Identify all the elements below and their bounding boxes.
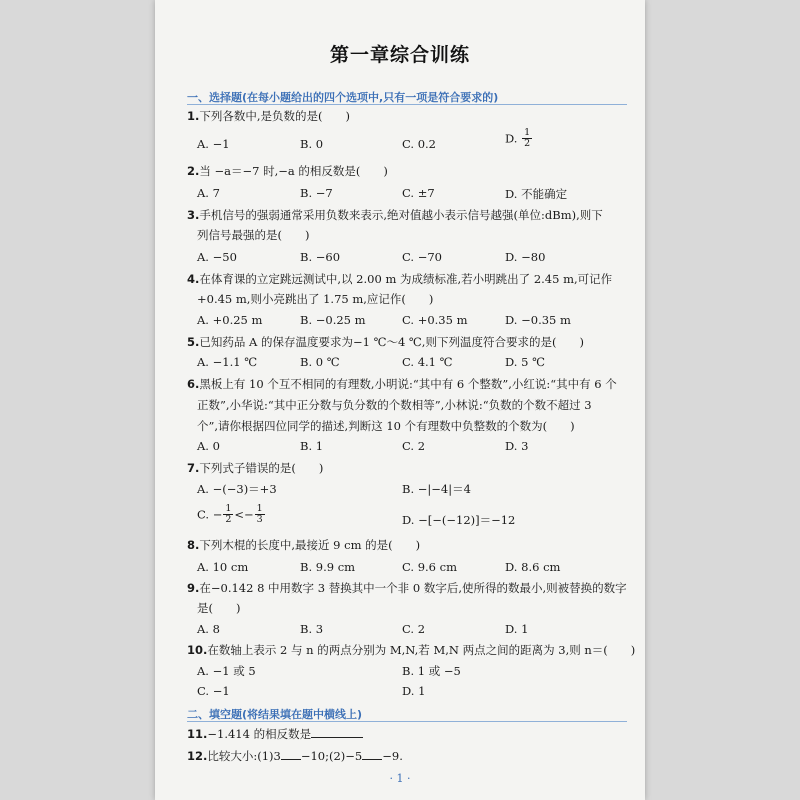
q6-option-a: A. 0 <box>197 439 220 453</box>
q7-option-c-fraction-2: $\frac{1}{3}$ <box>256 503 263 525</box>
q7-option-a: A. −(−3)＝+3 <box>197 482 277 496</box>
question-3: 3.手机信号的强弱通常采用负数来表示,绝对值越小表示信号越强(单位:dBm),则下 <box>187 208 603 222</box>
question-4-line-2: +0.45 m,则小亮跳出了 1.75 m,应记作( ) <box>197 292 434 306</box>
q9-option-c: C. 2 <box>402 622 426 636</box>
question-8: 8.下列木棍的长度中,最接近 9 cm 的是( ) <box>187 538 421 552</box>
question-2: 2.当 −a＝−7 时,−a 的相反数是( ) <box>187 164 388 178</box>
question-4: 4.在体育课的立定跳远测试中,以 2.00 m 为成绩标准,若小明跳出了 2.45 m,可记作 <box>187 272 613 286</box>
section-divider <box>187 104 627 105</box>
question-5: 5.已知药品 A 的保存温度要求为−1 ℃～4 ℃,则下列温度符合要求的是( ) <box>187 335 584 349</box>
q1-option-d: D. $\frac{1}{2}$ <box>505 127 531 149</box>
q4-option-c: C. +0.35 m <box>402 313 468 327</box>
question-1: 1.下列各数中,是负数的是( ) <box>187 109 351 123</box>
page-title: 第一章综合训练 <box>329 44 470 66</box>
q6-option-b: B. 1 <box>300 439 324 453</box>
section-header-choice: 一、选择题(在每小题给出的四个选项中,只有一项是符合要求的) <box>187 91 499 104</box>
q12-answer-blank-1[interactable] <box>281 748 301 760</box>
q1-option-d-fraction: $\frac{1}{2}$ <box>524 127 531 149</box>
q2-option-c: C. ±7 <box>402 186 435 200</box>
q9-option-a: A. 8 <box>197 622 220 636</box>
q11-answer-blank[interactable] <box>311 726 363 738</box>
q7-option-b: B. −|−4|＝4 <box>402 482 471 496</box>
q6-option-c: C. 2 <box>402 439 426 453</box>
question-6: 6.黑板上有 10 个互不相同的有理数,小明说:“其中有 6 个整数”,小红说:“其中有 6 个 <box>187 377 617 391</box>
question-6-line-3: 个”,请你根据四位同学的描述,判断这 10 个有理数中负整数的个数为( ) <box>197 419 575 433</box>
q10-option-b: B. 1 或 −5 <box>402 664 461 678</box>
q9-option-d: D. 1 <box>505 622 529 636</box>
q8-option-c: C. 9.6 cm <box>402 560 457 574</box>
q7-option-d: D. −[−(−12)]＝−12 <box>402 513 516 527</box>
question-9-line-2: 是( ) <box>197 601 241 615</box>
question-9: 9.在−0.142 8 中用数字 3 替换其中一个非 0 数字后,使所得的数最小,则被替换的数字 <box>187 581 627 595</box>
question-6-line-2: 正数”,小华说:“其中正分数与负分数的个数相等”,小林说:“负数的个数不超过 3 <box>197 398 592 412</box>
q8-option-b: B. 9.9 cm <box>300 560 356 574</box>
q8-option-d: D. 8.6 cm <box>505 560 561 574</box>
q3-option-b: B. −60 <box>300 250 341 264</box>
q3-option-a: A. −50 <box>197 250 237 264</box>
q5-option-a: A. −1.1 ℃ <box>197 355 258 369</box>
section-divider <box>187 721 627 722</box>
page-number: · 1 · <box>389 772 411 785</box>
q12-answer-blank-2[interactable] <box>362 748 382 760</box>
q10-option-d: D. 1 <box>402 684 426 698</box>
question-12: 12.比较大小:(1)3 −10;(2)−5 −9. <box>187 749 403 763</box>
q10-option-a: A. −1 或 5 <box>197 664 256 678</box>
q10-option-c: C. −1 <box>197 684 230 698</box>
q5-option-c: C. 4.1 ℃ <box>402 355 453 369</box>
q9-option-b: B. 3 <box>300 622 324 636</box>
q3-option-d: D. −80 <box>505 250 546 264</box>
q7-option-c: C. − $\frac{1}{2}$ <− $\frac{1}{3}$ <box>197 503 263 525</box>
section-header-fill: 二、填空题(将结果填在题中横线上) <box>187 708 363 721</box>
q1-option-c: C. 0.2 <box>402 137 436 151</box>
q3-option-c: C. −70 <box>402 250 442 264</box>
q5-option-d: D. 5 ℃ <box>505 355 545 369</box>
q1-option-a: A. −1 <box>197 137 230 151</box>
q4-option-d: D. −0.35 m <box>505 313 571 327</box>
question-11: 11.−1.414 的相反数是 <box>187 726 363 742</box>
document-page <box>155 0 645 800</box>
q7-option-c-fraction-1: $\frac{1}{2}$ <box>225 503 232 525</box>
q1-option-b: B. 0 <box>300 137 324 151</box>
question-7: 7.下列式子错误的是( ) <box>187 461 324 475</box>
q2-option-b: B. −7 <box>300 186 333 200</box>
q4-option-b: B. −0.25 m <box>300 313 366 327</box>
q2-option-d: D. 不能确定 <box>505 187 568 201</box>
question-10: 10.在数轴上表示 2 与 n 的两点分别为 M,N,若 M,N 两点之间的距离为 3,则 n＝( ) <box>187 643 636 657</box>
q8-option-a: A. 10 cm <box>197 560 249 574</box>
q5-option-b: B. 0 ℃ <box>300 355 340 369</box>
q6-option-d: D. 3 <box>505 439 529 453</box>
q2-option-a: A. 7 <box>197 186 220 200</box>
question-3-line-2: 列信号最强的是( ) <box>197 228 310 242</box>
q4-option-a: A. +0.25 m <box>197 313 263 327</box>
